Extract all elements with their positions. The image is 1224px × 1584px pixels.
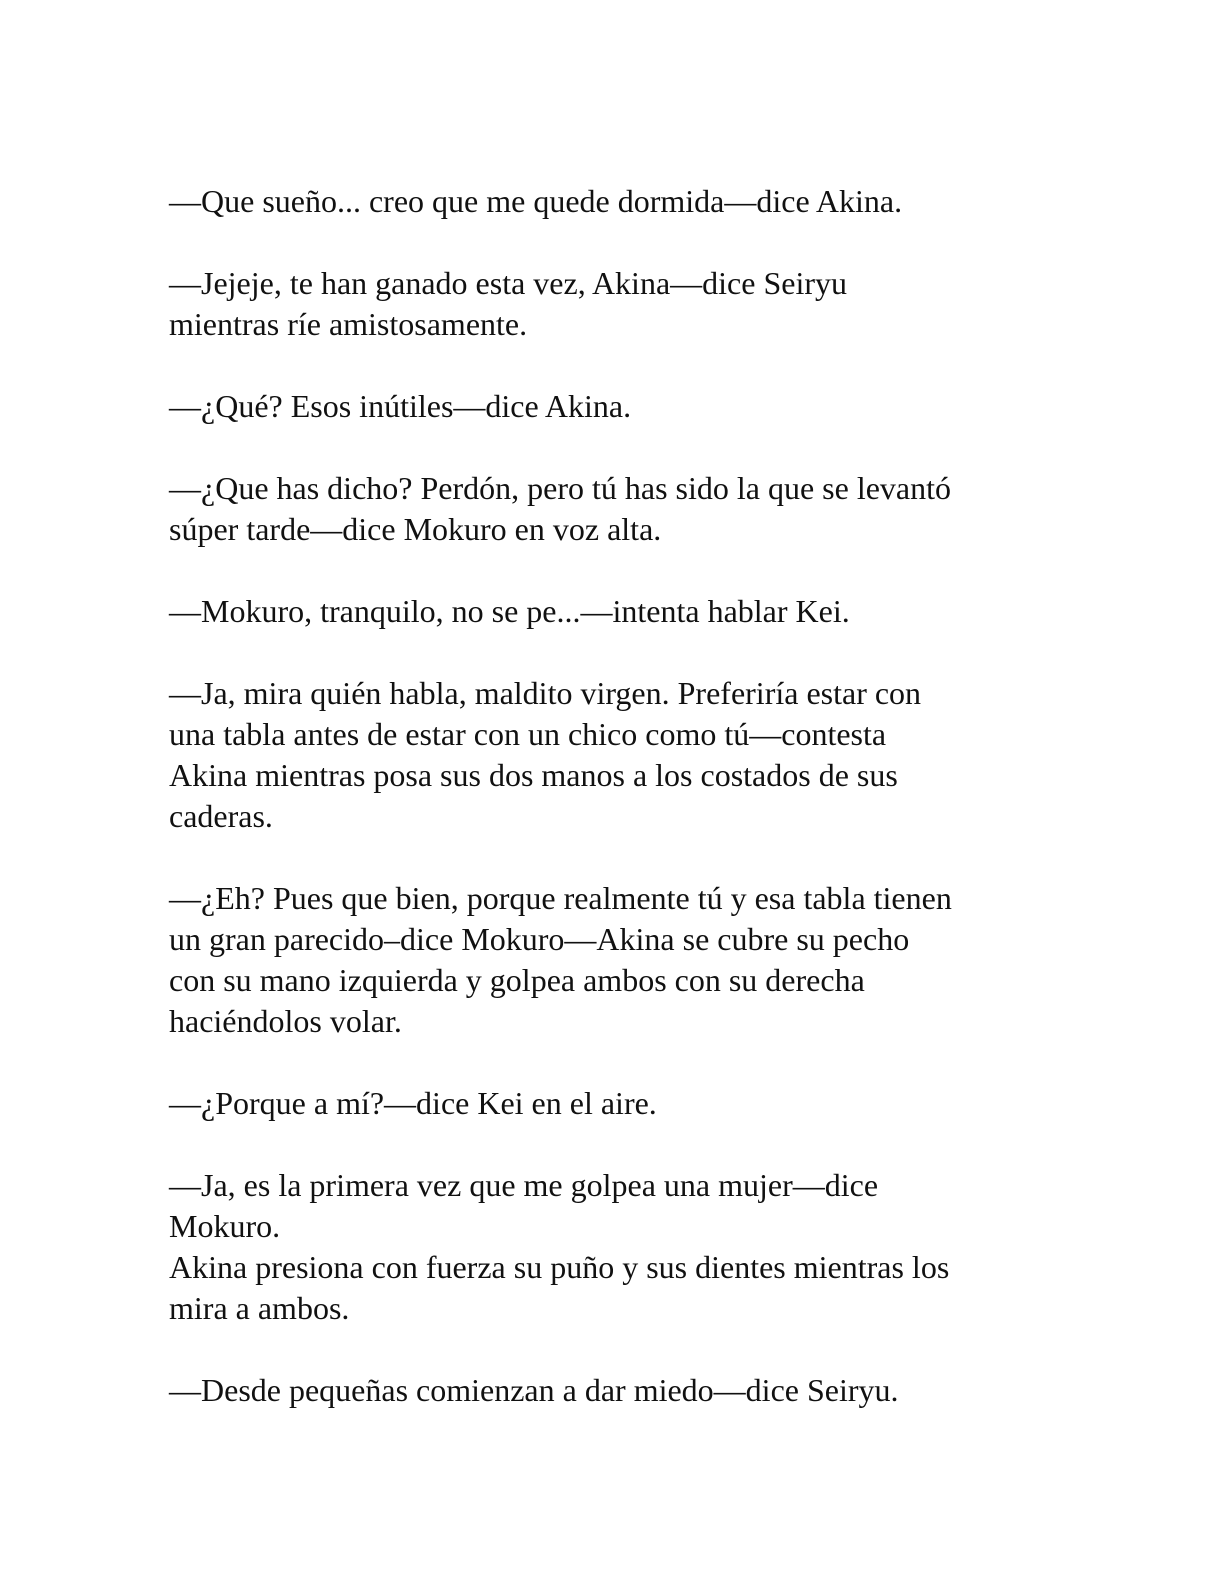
paragraph-4: —¿Que has dicho? Perdón, pero tú has sido la que se levantó súper tarde—dice Mokuro en voz alta.: [169, 470, 952, 547]
paragraph-6: —Ja, mira quién habla, maldito virgen. Preferiría estar con una tabla antes de estar con un chico como tú—contesta Akina mientras posa sus dos manos a los costados de sus caderas.: [169, 675, 922, 834]
paragraph-1: —Que sueño... creo que me quede dormida—dice Akina.: [169, 183, 903, 219]
paragraph-2: —Jejeje, te han ganado esta vez, Akina—dice Seiryu mientras ríe amistosamente.: [169, 265, 847, 342]
document-page: [169, 181, 1049, 1452]
paragraph-10: Akina presiona con fuerza su puño y sus dientes mientras los mira a ambos.: [169, 1249, 950, 1326]
paragraph-8: —¿Porque a mí?—dice Kei en el aire.: [169, 1085, 657, 1121]
paragraph-5: —Mokuro, tranquilo, no se pe...—intenta hablar Kei.: [169, 593, 850, 629]
paragraph-7: —¿Eh? Pues que bien, porque realmente tú y esa tabla tienen un gran parecido–dice Mokuro—Akina se cubre su pecho con su mano izquierda y golpea ambos con su derecha haciéndolos volar.: [169, 880, 952, 1039]
paragraph-11: —Desde pequeñas comienzan a dar miedo—dice Seiryu.: [169, 1372, 899, 1408]
paragraph-9: —Ja, es la primera vez que me golpea una mujer—dice Mokuro.: [169, 1167, 879, 1244]
paragraph-3: —¿Qué? Esos inútiles—dice Akina.: [169, 388, 632, 424]
